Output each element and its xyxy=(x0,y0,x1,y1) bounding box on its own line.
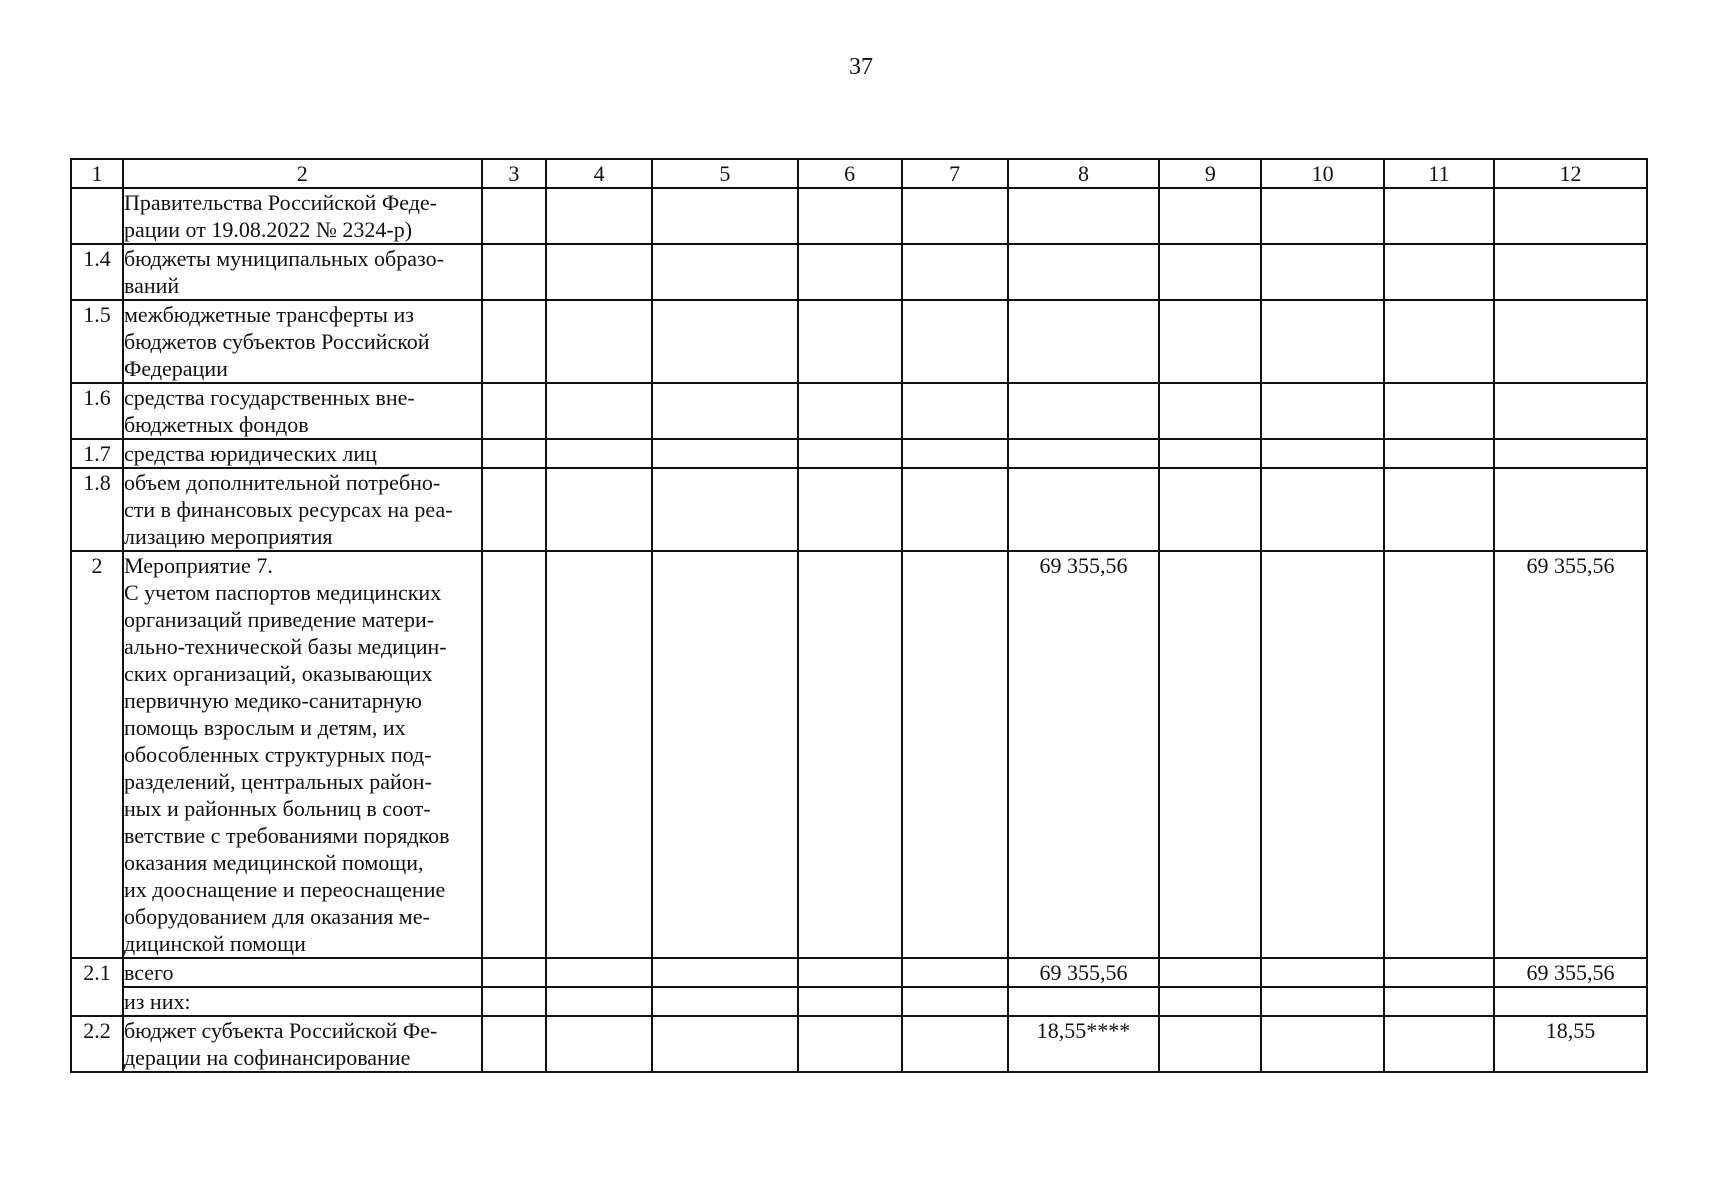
description-line: средства государственных вне- xyxy=(123,385,415,410)
description-line: ально-технической базы медицин- xyxy=(123,634,447,659)
cell-col5 xyxy=(652,468,798,551)
cell-col7 xyxy=(902,958,1008,987)
cell-col5 xyxy=(652,958,798,987)
cell-col3 xyxy=(482,300,546,383)
row-description xyxy=(123,188,482,244)
cell-col11 xyxy=(1384,468,1494,551)
cell-col4 xyxy=(546,300,652,383)
row-number: 1.6 xyxy=(71,383,123,439)
description-line: первичную медико-санитарную xyxy=(123,688,422,713)
description-line: рации от 19.08.2022 № 2324-р) xyxy=(123,217,413,242)
column-header: 6 xyxy=(798,159,902,188)
cell-col10 xyxy=(1261,244,1384,300)
description-line: средства юридических лиц xyxy=(123,441,377,466)
description-line: обособленных структурных под- xyxy=(123,742,432,767)
cell-col12 xyxy=(1494,468,1647,551)
cell-col10 xyxy=(1261,439,1384,468)
cell-col7 xyxy=(902,439,1008,468)
column-header: 7 xyxy=(902,159,1008,188)
column-header: 1 xyxy=(71,159,123,188)
cell-col5 xyxy=(652,188,798,244)
cell-col9 xyxy=(1159,987,1261,1016)
column-header: 2 xyxy=(123,159,482,188)
column-header: 12 xyxy=(1494,159,1647,188)
cell-col10 xyxy=(1261,958,1384,987)
cell-col4 xyxy=(546,551,652,958)
cell-col6 xyxy=(798,468,902,551)
row-number: 1.5 xyxy=(71,300,123,383)
cell-col8 xyxy=(1008,244,1160,300)
description-line: бюджеты муниципальных образо- xyxy=(123,246,444,271)
cell-col9 xyxy=(1159,188,1261,244)
description-line: Правительства Российской Феде- xyxy=(123,190,437,215)
table-row xyxy=(71,551,1647,958)
cell-col6 xyxy=(798,383,902,439)
description-line: бюджетов субъектов Российской xyxy=(123,329,430,354)
cell-col10 xyxy=(1261,1016,1384,1072)
cell-col11 xyxy=(1384,383,1494,439)
description-line: организаций приведение матери- xyxy=(123,607,435,632)
cell-col3 xyxy=(482,244,546,300)
funding-table xyxy=(70,158,1648,1073)
cell-col3 xyxy=(482,987,546,1016)
cell-col9 xyxy=(1159,551,1261,958)
cell-col5 xyxy=(652,1016,798,1072)
description-line: ных и районных больниц в соот- xyxy=(123,796,431,821)
row-description xyxy=(123,987,482,1016)
column-header: 11 xyxy=(1384,159,1494,188)
cell-col12 xyxy=(1494,383,1647,439)
cell-col10 xyxy=(1261,551,1384,958)
cell-col4 xyxy=(546,987,652,1016)
table-row xyxy=(71,439,1647,468)
cell-col7 xyxy=(902,551,1008,958)
description-line: ских организаций, оказывающих xyxy=(123,661,433,686)
cell-col8 xyxy=(1008,468,1160,551)
row-number: 1.7 xyxy=(71,439,123,468)
cell-col10 xyxy=(1261,300,1384,383)
cell-col8: 69 355,56 xyxy=(1008,551,1160,958)
cell-col12 xyxy=(1494,188,1647,244)
description-line: С учетом паспортов медицинских xyxy=(123,580,442,605)
cell-col10 xyxy=(1261,468,1384,551)
row-description xyxy=(123,244,482,300)
row-number xyxy=(71,188,123,244)
cell-col11 xyxy=(1384,244,1494,300)
cell-col4 xyxy=(546,1016,652,1072)
cell-col3 xyxy=(482,1016,546,1072)
cell-col3 xyxy=(482,188,546,244)
cell-col12: 18,55 xyxy=(1494,1016,1647,1072)
column-header: 10 xyxy=(1261,159,1384,188)
row-description xyxy=(123,383,482,439)
description-line: лизацию мероприятия xyxy=(123,524,333,549)
cell-col9 xyxy=(1159,439,1261,468)
description-line: оборудованием для оказания ме- xyxy=(123,904,430,929)
page-number: 37 xyxy=(849,54,873,80)
cell-col5 xyxy=(652,987,798,1016)
table-row xyxy=(71,468,1647,551)
description-line: оказания медицинской помощи, xyxy=(123,850,424,875)
cell-col3 xyxy=(482,958,546,987)
cell-col3 xyxy=(482,551,546,958)
description-line: Мероприятие 7. xyxy=(123,553,273,578)
cell-col3 xyxy=(482,383,546,439)
row-description xyxy=(123,439,482,468)
cell-col4 xyxy=(546,188,652,244)
row-number: 1.8 xyxy=(71,468,123,551)
cell-col12 xyxy=(1494,987,1647,1016)
description-line: дерации на софинансирование xyxy=(123,1045,411,1070)
row-description xyxy=(123,1016,482,1072)
description-line: помощь взрослым и детям, их xyxy=(123,715,406,740)
row-description xyxy=(123,468,482,551)
cell-col6 xyxy=(798,244,902,300)
cell-col4 xyxy=(546,439,652,468)
description-line: их дооснащение и переоснащение xyxy=(123,877,446,902)
cell-col6 xyxy=(798,958,902,987)
cell-col7 xyxy=(902,383,1008,439)
cell-col11 xyxy=(1384,987,1494,1016)
column-header: 8 xyxy=(1008,159,1160,188)
description-line: межбюджетные трансферты из xyxy=(123,302,414,327)
description-line: бюджет субъекта Российской Фе- xyxy=(123,1018,438,1043)
cell-col11 xyxy=(1384,188,1494,244)
header-row xyxy=(71,159,1647,188)
cell-col10 xyxy=(1261,188,1384,244)
cell-col8 xyxy=(1008,439,1160,468)
cell-col8: 69 355,56 xyxy=(1008,958,1160,987)
cell-col5 xyxy=(652,439,798,468)
cell-col7 xyxy=(902,987,1008,1016)
cell-col11 xyxy=(1384,1016,1494,1072)
description-line: из них: xyxy=(123,989,191,1014)
cell-col6 xyxy=(798,439,902,468)
description-line: сти в финансовых ресурсах на реа- xyxy=(123,497,453,522)
row-description xyxy=(123,551,482,958)
table-row xyxy=(71,1016,1647,1072)
column-header: 3 xyxy=(482,159,546,188)
cell-col12 xyxy=(1494,439,1647,468)
cell-col11 xyxy=(1384,958,1494,987)
cell-col12 xyxy=(1494,300,1647,383)
cell-col6 xyxy=(798,1016,902,1072)
cell-col9 xyxy=(1159,1016,1261,1072)
cell-col9 xyxy=(1159,958,1261,987)
cell-col5 xyxy=(652,300,798,383)
description-line: дицинской помощи xyxy=(123,931,306,956)
cell-col9 xyxy=(1159,468,1261,551)
row-description xyxy=(123,300,482,383)
cell-col4 xyxy=(546,383,652,439)
cell-col7 xyxy=(902,1016,1008,1072)
cell-col9 xyxy=(1159,383,1261,439)
cell-col10 xyxy=(1261,987,1384,1016)
table-row xyxy=(71,244,1647,300)
table-row xyxy=(71,383,1647,439)
cell-col12 xyxy=(1494,244,1647,300)
table-row xyxy=(71,958,1647,987)
cell-col8 xyxy=(1008,987,1160,1016)
cell-col4 xyxy=(546,468,652,551)
row-number: 2.1 xyxy=(71,958,123,1016)
description-line: всего xyxy=(123,960,174,985)
table-row xyxy=(71,987,1647,1016)
cell-col6 xyxy=(798,987,902,1016)
row-description xyxy=(123,958,482,987)
cell-col8 xyxy=(1008,188,1160,244)
cell-col11 xyxy=(1384,551,1494,958)
cell-col7 xyxy=(902,468,1008,551)
cell-col5 xyxy=(652,383,798,439)
cell-col11 xyxy=(1384,300,1494,383)
description-line: ветствие с требованиями порядков xyxy=(123,823,450,848)
cell-col5 xyxy=(652,244,798,300)
cell-col3 xyxy=(482,468,546,551)
cell-col10 xyxy=(1261,383,1384,439)
column-header: 4 xyxy=(546,159,652,188)
description-line: объем дополнительной потребно- xyxy=(123,470,441,495)
description-line: Федерации xyxy=(123,356,228,381)
column-header: 9 xyxy=(1159,159,1261,188)
cell-col9 xyxy=(1159,244,1261,300)
row-number: 2 xyxy=(71,551,123,958)
description-line: ваний xyxy=(123,273,180,298)
cell-col7 xyxy=(902,244,1008,300)
row-number: 2.2 xyxy=(71,1016,123,1072)
row-number: 1.4 xyxy=(71,244,123,300)
column-header: 5 xyxy=(652,159,798,188)
cell-col7 xyxy=(902,300,1008,383)
cell-col8 xyxy=(1008,300,1160,383)
table-row xyxy=(71,300,1647,383)
cell-col7 xyxy=(902,188,1008,244)
cell-col3 xyxy=(482,439,546,468)
cell-col6 xyxy=(798,188,902,244)
cell-col11 xyxy=(1384,439,1494,468)
cell-col4 xyxy=(546,244,652,300)
cell-col5 xyxy=(652,551,798,958)
cell-col12: 69 355,56 xyxy=(1494,551,1647,958)
cell-col8: 18,55**** xyxy=(1008,1016,1160,1072)
cell-col8 xyxy=(1008,383,1160,439)
table-row xyxy=(71,188,1647,244)
cell-col12: 69 355,56 xyxy=(1494,958,1647,987)
cell-col4 xyxy=(546,958,652,987)
description-line: бюджетных фондов xyxy=(123,412,309,437)
description-line: разделений, центральных район- xyxy=(123,769,432,794)
cell-col9 xyxy=(1159,300,1261,383)
cell-col6 xyxy=(798,551,902,958)
cell-col6 xyxy=(798,300,902,383)
